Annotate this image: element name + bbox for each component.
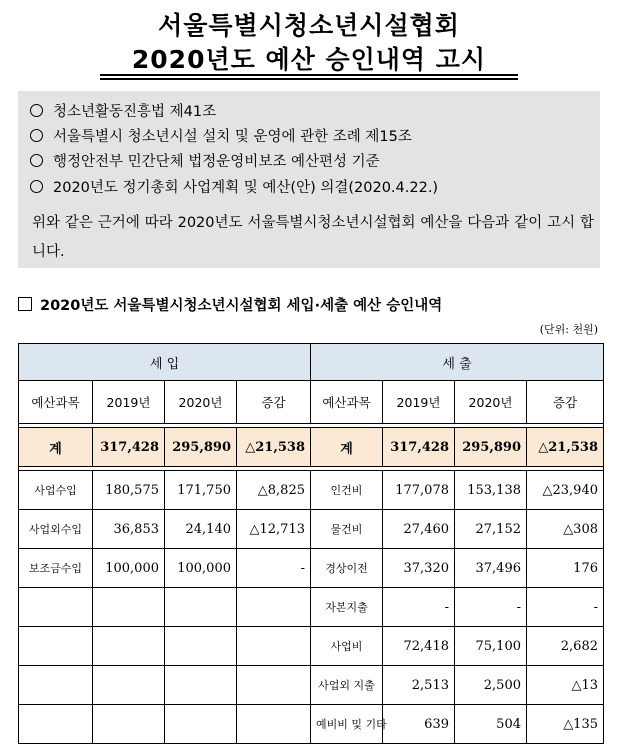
- table-cell: 180,575: [93, 471, 165, 510]
- total-cell: △21,538: [527, 428, 604, 467]
- table-cell: 37,496: [455, 549, 527, 588]
- expense-header: 세 출: [311, 344, 604, 381]
- table-cell: 사업외수입: [19, 510, 93, 549]
- table-row: [19, 666, 604, 705]
- table-cell: 100,000: [165, 549, 237, 588]
- table-cell: 2,513: [383, 666, 455, 705]
- column-header: 예산과목: [311, 381, 383, 424]
- table-cell: 37,320: [383, 549, 455, 588]
- table-cell: 2,500: [455, 666, 527, 705]
- table-cell: [93, 666, 165, 705]
- table-cell: [237, 627, 311, 666]
- table-cell: 72,418: [383, 627, 455, 666]
- table-cell: 물건비: [311, 510, 383, 549]
- budget-table: [18, 343, 604, 744]
- table-row: [19, 627, 604, 666]
- table-cell: [237, 588, 311, 627]
- page-title-line1: 서울특별시청소년시설협회: [158, 11, 460, 40]
- basis-item: [30, 176, 438, 197]
- table-cell: [237, 705, 311, 744]
- column-header: 2019년: [93, 381, 165, 424]
- table-cell: 예비비 및 기타: [311, 705, 383, 744]
- revenue-header: 세 입: [19, 344, 311, 381]
- section-title-text: 2020년도 서울특별시청소년시설협회 세입·세출 예산 승인내역: [40, 298, 443, 314]
- table-cell: 177,078: [383, 471, 455, 510]
- table-cell: [165, 588, 237, 627]
- table-cell: [165, 705, 237, 744]
- circle-bullet-icon: [30, 104, 43, 117]
- basis-item: [30, 100, 216, 121]
- column-header: 2020년: [165, 381, 237, 424]
- total-cell: 317,428: [383, 428, 455, 467]
- table-cell: △8,825: [237, 471, 311, 510]
- table-cell: 사업외 지출: [311, 666, 383, 705]
- table-row: [19, 549, 604, 588]
- table-cell: [93, 705, 165, 744]
- table-cell: 자본지출: [311, 588, 383, 627]
- table-cell: 27,152: [455, 510, 527, 549]
- page-title-line2: 2020년도 예산 승인내역 고시: [131, 45, 487, 74]
- table-cell: 100,000: [93, 549, 165, 588]
- basis-item-text: 청소년활동진흥법 제41조: [53, 104, 217, 120]
- table-cell: 보조금수입: [19, 549, 93, 588]
- table-cell: △12,713: [237, 510, 311, 549]
- table-cell: [165, 627, 237, 666]
- checkbox-square-icon: [18, 297, 32, 311]
- total-cell: △21,538: [237, 428, 311, 467]
- table-cell: [165, 666, 237, 705]
- notice-paragraph: 위와 같은 근거에 따라 2020년도 서울특별시청소년시설협회 예산을 다음과 같이 고시 합니다.: [32, 215, 594, 260]
- table-cell: 경상이전: [311, 549, 383, 588]
- table-cell: 36,853: [93, 510, 165, 549]
- table-cell: [237, 666, 311, 705]
- circle-bullet-icon: [30, 129, 43, 142]
- table-cell: △23,940: [527, 471, 604, 510]
- table-cell: 171,750: [165, 471, 237, 510]
- table-row: [19, 588, 604, 627]
- table-row: [19, 705, 604, 744]
- legal-basis-box: [18, 91, 600, 268]
- total-cell: 계: [19, 428, 93, 467]
- table-cell: △308: [527, 510, 604, 549]
- table-cell: 사업비: [311, 627, 383, 666]
- table-cell: [93, 588, 165, 627]
- total-cell: 계: [311, 428, 383, 467]
- unit-label: (단위: 천원): [539, 323, 598, 336]
- title-underline: [100, 74, 518, 76]
- table-cell: 176: [527, 549, 604, 588]
- table-cell: 639: [383, 705, 455, 744]
- table-cell: 504: [455, 705, 527, 744]
- basis-item: [30, 125, 412, 146]
- table-cell: 24,140: [165, 510, 237, 549]
- column-header: 증감: [527, 381, 604, 424]
- column-header: 예산과목: [19, 381, 93, 424]
- basis-item-text: 서울특별시 청소년시설 설치 및 운영에 관한 조례 제15조: [53, 129, 412, 145]
- total-cell: 317,428: [93, 428, 165, 467]
- section-title: [18, 294, 442, 315]
- table-cell: -: [383, 588, 455, 627]
- total-cell: 295,890: [165, 428, 237, 467]
- table-cell: △13: [527, 666, 604, 705]
- table-cell: 사업수입: [19, 471, 93, 510]
- table-cell: -: [455, 588, 527, 627]
- table-cell: 75,100: [455, 627, 527, 666]
- table-cell: 153,138: [455, 471, 527, 510]
- basis-item: [30, 150, 380, 171]
- table-cell: -: [237, 549, 311, 588]
- table-row: [19, 510, 604, 549]
- table-cell: [19, 627, 93, 666]
- table-cell: 인건비: [311, 471, 383, 510]
- column-header: 2019년: [383, 381, 455, 424]
- circle-bullet-icon: [30, 180, 43, 193]
- total-cell: 295,890: [455, 428, 527, 467]
- table-cell: [19, 705, 93, 744]
- table-cell: 27,460: [383, 510, 455, 549]
- basis-item-text: 2020년도 정기총회 사업계획 및 예산(안) 의결(2020.4.22.): [53, 180, 439, 196]
- table-cell: [93, 627, 165, 666]
- table-cell: [19, 666, 93, 705]
- table-cell: 2,682: [527, 627, 604, 666]
- table-cell: △135: [527, 705, 604, 744]
- circle-bullet-icon: [30, 154, 43, 167]
- column-header: 증감: [237, 381, 311, 424]
- table-cell: [19, 588, 93, 627]
- basis-item-text: 행정안전부 민간단체 법정운영비보조 예산편성 기준: [53, 154, 380, 170]
- table-cell: -: [527, 588, 604, 627]
- column-header: 2020년: [455, 381, 527, 424]
- title-underline: [100, 78, 518, 80]
- table-row: [19, 471, 604, 510]
